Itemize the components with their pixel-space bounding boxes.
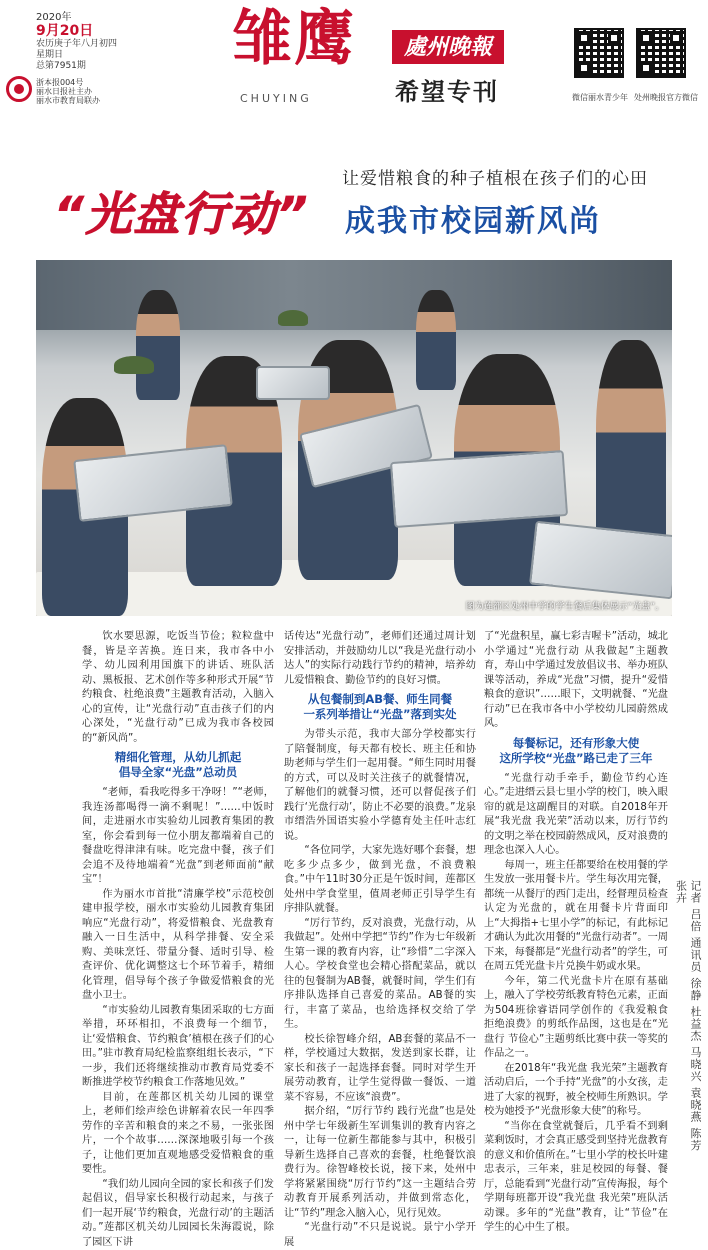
weekday: 星期日	[36, 50, 117, 61]
paragraph: 了“光盘积星，赢七彩吉喔卡”活动，城北小学通过“光盘行动 从我做起”主题教育，寿山中学通过发放倡议书、举办班队课等活动，养成“光盘”习惯，提升“爱惜粮食的意识”……眼下，文明就餐、“光盘行动”已在我市各中小学校幼儿园蔚然成风。	[484, 630, 668, 732]
paper-logo-icon	[6, 76, 32, 102]
special-label: 希望专刊	[395, 72, 499, 107]
headline-quote-title: “光盘行动”	[54, 178, 309, 244]
paragraph: 据介绍，“厉行节约 践行光盘”也是处州中学七年级新生军训集训的教育内容之一，让每一位新生都能参与其中，积极引导新生选择自己喜欢的套餐，杜绝餐饮浪费行为。徐智峰校长说，接下来，处州中学将紧紧围绕“厉行节约”这一主题结合劳动教育开展系列活动，并做到常态化，让“节约”理念入脑入心，见行见效。	[284, 1105, 476, 1221]
paragraph: 在2018年“我光盘 我光荣”主题教育活动启后，一个手持“光盘”的小女孩，走进了大家的视野，被全校师生所熟识。学校为她授予“光盘形象大使”的称号。	[484, 1062, 668, 1120]
paragraph: “市实验幼儿园教育集团采取的七方面举措，环环相扣，不浪费每一个细节，让‘爱惜粮食、节约粮食’植根在孩子们的心田。”驻市教育局纪检监察组组长表示，“下一步，我们还将继续推动市教育局党委不断推进学校节约粮食工作落地见效。”	[82, 1004, 274, 1091]
headline-main-title: 成我市校园新风尚	[345, 196, 601, 240]
paragraph: “各位同学，大家先选好哪个套餐，想吃多少点多少，做到光盘，不浪费粮食。”中午11时30分正是午饭时间，莲都区处州中学食堂里，值周老师正引导学生有序排队就餐。	[284, 844, 476, 917]
paragraph: “厉行节约，反对浪费，光盘行动，从我做起”。处州中学把“节约”作为七年级新生第一课的教育内容，让“珍惜”二字深入人心。学校食堂也会精心搭配菜品，就以往的包餐制为AB餐，就餐时间，学生们有序排队选择自己喜爱的菜品。AB餐的实行，丰富了菜品，也给选择权交给了学生。	[284, 917, 476, 1033]
year: 2020年	[36, 12, 117, 23]
paragraph: 作为丽水市首批“清廉学校”示范校创建申报学校，丽水市实验幼儿园教育集团响应“光盘行动”，将爱惜粮食、光盘教育融入一日生活中，从科学排餐、安全采购、美味烹饪、带量分餐、适时引导、检查评价、优化调整这七个环节着手，精细化管理，倡导每个孩子争做爱惜粮食的光盘小卫士。	[82, 888, 274, 1004]
reporter-byline: 记者 吕倍 通讯员 徐静 杜益杰 马晓兴 袁晓燕 陈芳 张卉	[672, 880, 702, 1162]
section-subhead: 每餐标记，还有形象大使 这所学校“光盘”路已走了三年	[484, 736, 668, 766]
publication-line: 丽水市教育局联办	[36, 96, 100, 105]
publication-line: 浙本报004号	[36, 78, 100, 87]
paragraph: 校长徐智峰介绍，AB套餐的菜品不一样，学校通过大数据，发送到家长群，让家长和孩子一起选择套餐。同时对学生开展劳动教育，让学生觉得做一餐饭、一道菜不容易，不应该“浪费”。	[284, 1033, 476, 1106]
lunar-date: 农历庚子年八月初四	[36, 39, 117, 50]
article-column-3	[484, 630, 668, 1236]
paragraph: “我们幼儿园向全园的家长和孩子们发起倡议，倡导家长积极行动起来，与孩子们一起开展‘节约粮食，光盘行动’的主题活动。”莲都区机关幼儿园园长朱海霞说，除了园区下讲	[82, 1178, 274, 1250]
brand-title: 雏鹰	[232, 8, 356, 70]
section-subhead: 从包餐制到AB餐、师生同餐 一系列举措让“光盘”落到实处	[284, 692, 476, 722]
publication-line: 丽水日报社主办	[36, 87, 100, 96]
month-day: 9月20日	[36, 23, 117, 39]
paragraph: “光盘行动手牵手，勤俭节约心连心。”走进缙云县七里小学的校门，映入眼帘的就是这副醒目的对联。自2018年开展“我光盘 我光荣”活动以来，厉行节约的文明之举在校园蔚然成风，反对浪费的理念也深入人心。	[484, 772, 668, 859]
paragraph: 每周一，班主任都要给在校用餐的学生发放一张用餐卡片。学生每次用完餐，都统一从餐厅的西门走出，经督理员检查认定为光盘的，就在用餐卡片背面印上“大拇指+七里小学”的标记，有此标记才确认为此次用餐的“光盘行动者”。一周下来，每餐都是“光盘行动者”的学生，可在周五凭光盘卡片兑换牛奶或水果。	[484, 859, 668, 975]
qr-code-icon	[636, 28, 686, 78]
qr-caption: 处州晚报官方微信	[634, 92, 698, 103]
section-subhead: 精细化管理，从幼儿抓起 倡导全家“光盘”总动员	[82, 750, 274, 780]
paragraph: 今年，第二代光盘卡片在原有基础上，融入了学校劳纸教育特色元素，正面为504班徐睿语同学创作的《我爱粮食 拒绝浪费》的剪纸作品图，这也是在“光盘行 节俭心”主题剪纸比赛中获一等奖的作品之一。	[484, 975, 668, 1062]
publication-info	[36, 78, 100, 105]
paragraph: “老师，看我吃得多干净呀！”“老师，我连汤都喝得一滴不剩呢！”……中饭时间，走进丽水市实验幼儿园教育集团的教室，你会看到每一位小朋友都端着自己的餐盘吃得津津有味。吃完盘中餐，孩子们会追不及待地端着“光盘”到老师面前“献宝”！	[82, 786, 274, 888]
brand-pinyin: CHUYING	[240, 92, 312, 105]
qr-caption: 微信丽水青少年	[572, 92, 628, 103]
article-column-2	[284, 630, 476, 1250]
paragraph: 话传达“光盘行动”，老师们还通过周计划安排活动，并鼓励幼儿以“我是光盘行动小达人”的实际行动践行节约的精神，培养幼儿爱惜粮食、勤俭节约的良好习惯。	[284, 630, 476, 688]
headline-kicker: 让爱惜粮食的种子植根在孩子们的心田	[342, 164, 648, 189]
photo-background	[36, 260, 672, 330]
paragraph: “光盘行动”不只是说说。景宁小学开展	[284, 1221, 476, 1250]
paragraph: 目前，在莲都区机关幼儿园的课堂上，老师们绘声绘色讲解着农民一年四季劳作的辛苦和粮食的来之不易，一张张图片，一个个故事……深深地吸引每一个孩子，让他们更加直观地感受爱惜粮食的重要性。	[82, 1091, 274, 1178]
headline	[0, 164, 708, 260]
paragraph: 为带头示范，我市大部分学校都实行了陪餐制度，每天都有校长、班主任和协助老师与学生们一起用餐。“师生同时用餐的方式，可以及时关注孩子的就餐情况，了解他们的就餐习惯，还可以督促孩子们践行‘光盘行动’，防止不必要的浪费。”龙泉市缙浩外国语实验小学德育处主任叶志红说。	[284, 728, 476, 844]
masthead	[0, 0, 708, 112]
paragraph: 饮水要思源，吃饭当节俭；粒粒盘中餐，皆是辛苦换。连日来，我市各中小学、幼儿园利用国旗下的讲话、班队活动、黑板报、艺术创作等多种形式开展“节约粮食、杜绝浪费”主题教育活动，入脑入心的宣传，让“光盘行动”直击孩子们的内心深处，“光盘行动”已成为我市各校园的“新风尚”。	[82, 630, 274, 746]
paper-name: 處州晚報	[392, 30, 504, 64]
paragraph: “当你在食堂就餐后，几乎看不到剩菜剩饭时，才会真正感受到坚持光盘教育的意义和价值所在。”七里小学的校长叶建忠表示，三年来，驻足校园的每餐、餐厅，总能看到“光盘行动”宣传海报，每个学期每班都开设“我光盘 我光荣”班队活动课。多年的“光盘”教育，让“节俭”在学生的心中生了根。	[484, 1120, 668, 1236]
issue-total: 总第7951期	[36, 61, 117, 72]
qr-code-icon	[574, 28, 624, 78]
date-block	[36, 12, 117, 72]
article-column-1	[82, 630, 274, 1250]
photo-caption: 图为莲都区处州中学的学生餐后集体展示“光盘”。	[466, 599, 664, 612]
news-photo	[36, 260, 672, 616]
